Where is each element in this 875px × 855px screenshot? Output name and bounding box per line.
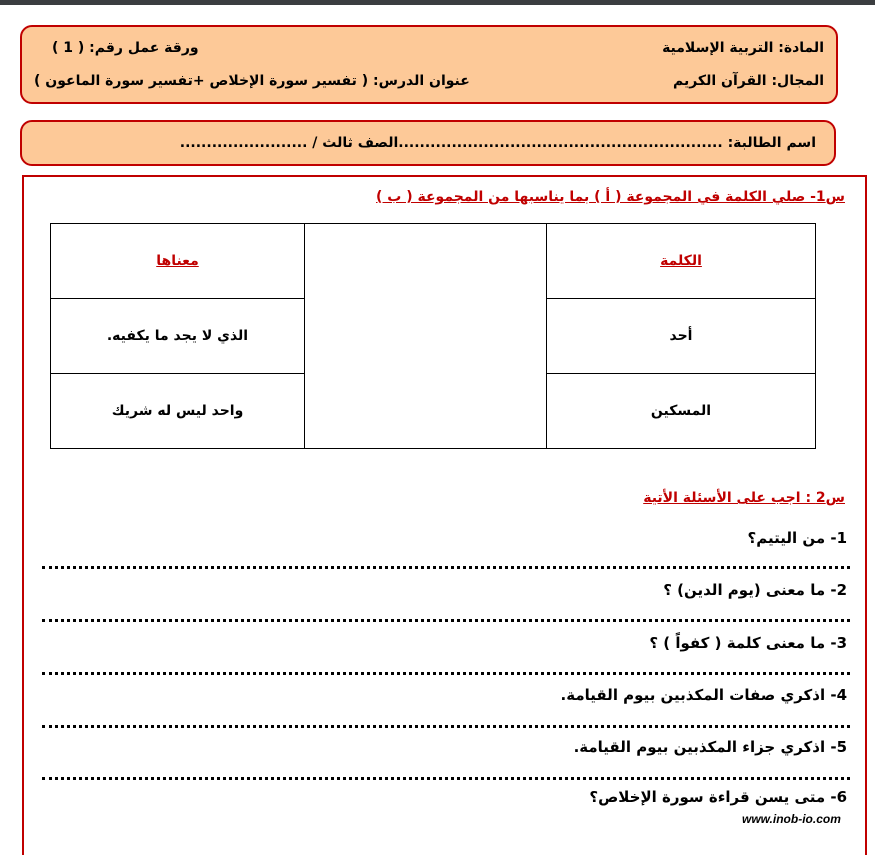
answer-line[interactable] bbox=[42, 777, 850, 780]
header-row-2 bbox=[34, 73, 824, 89]
student-name-field[interactable]: اسم الطالبة: .............................................................الصف ثالث / ........................ bbox=[179, 135, 816, 151]
worksheet-header bbox=[20, 25, 838, 104]
header-row-1 bbox=[34, 40, 824, 56]
answer-line[interactable] bbox=[42, 725, 850, 728]
col-word-header: الكلمة bbox=[660, 253, 702, 269]
question-4: 4- اذكري صفات المكذبين بيوم القيامة. bbox=[560, 686, 847, 704]
matching-table bbox=[50, 223, 816, 449]
domain: المجال: القرآن الكريم bbox=[672, 73, 824, 90]
col-meaning-header: معناها bbox=[156, 253, 199, 269]
question-3: 3- ما معنى كلمة ( كفواً ) ؟ bbox=[649, 634, 847, 652]
answer-line[interactable] bbox=[42, 672, 850, 675]
meaning-cell: الذي لا يجد ما يكفيه. bbox=[51, 299, 305, 374]
question-1: 1- من اليتيم؟ bbox=[747, 529, 847, 547]
word-cell: المسكين bbox=[547, 374, 816, 449]
q2-title: س2 : اجب على الأسئلة الأتية bbox=[643, 490, 845, 506]
top-bar bbox=[0, 0, 875, 5]
answer-line[interactable] bbox=[42, 619, 850, 622]
lesson-title: عنوان الدرس: ( تفسير سورة الإخلاص +تفسير سورة الماعون ) bbox=[34, 73, 470, 90]
subject: المادة: التربية الإسلامية bbox=[662, 39, 824, 56]
question-6: 6- متى يسن قراءة سورة الإخلاص؟ bbox=[589, 788, 847, 806]
question-2: 2- ما معنى (يوم الدين) ؟ bbox=[663, 581, 847, 599]
questions-section bbox=[22, 175, 867, 855]
question-5: 5- اذكري جزاء المكذبين بيوم القيامة. bbox=[573, 738, 847, 756]
worksheet-number: ورقة عمل رقم: ( 1 ) bbox=[52, 39, 199, 56]
q1-title: س1- صلي الكلمة في المجموعة ( أ ) بما يناسبها من المجموعة ( ب ) bbox=[376, 189, 845, 205]
student-info bbox=[20, 120, 836, 166]
answer-line[interactable] bbox=[42, 566, 850, 569]
word-cell: أحد bbox=[547, 299, 816, 374]
watermark: www.inob-io.com bbox=[738, 812, 845, 827]
matching-space[interactable] bbox=[305, 224, 547, 449]
meaning-cell: واحد ليس له شريك bbox=[51, 374, 305, 449]
